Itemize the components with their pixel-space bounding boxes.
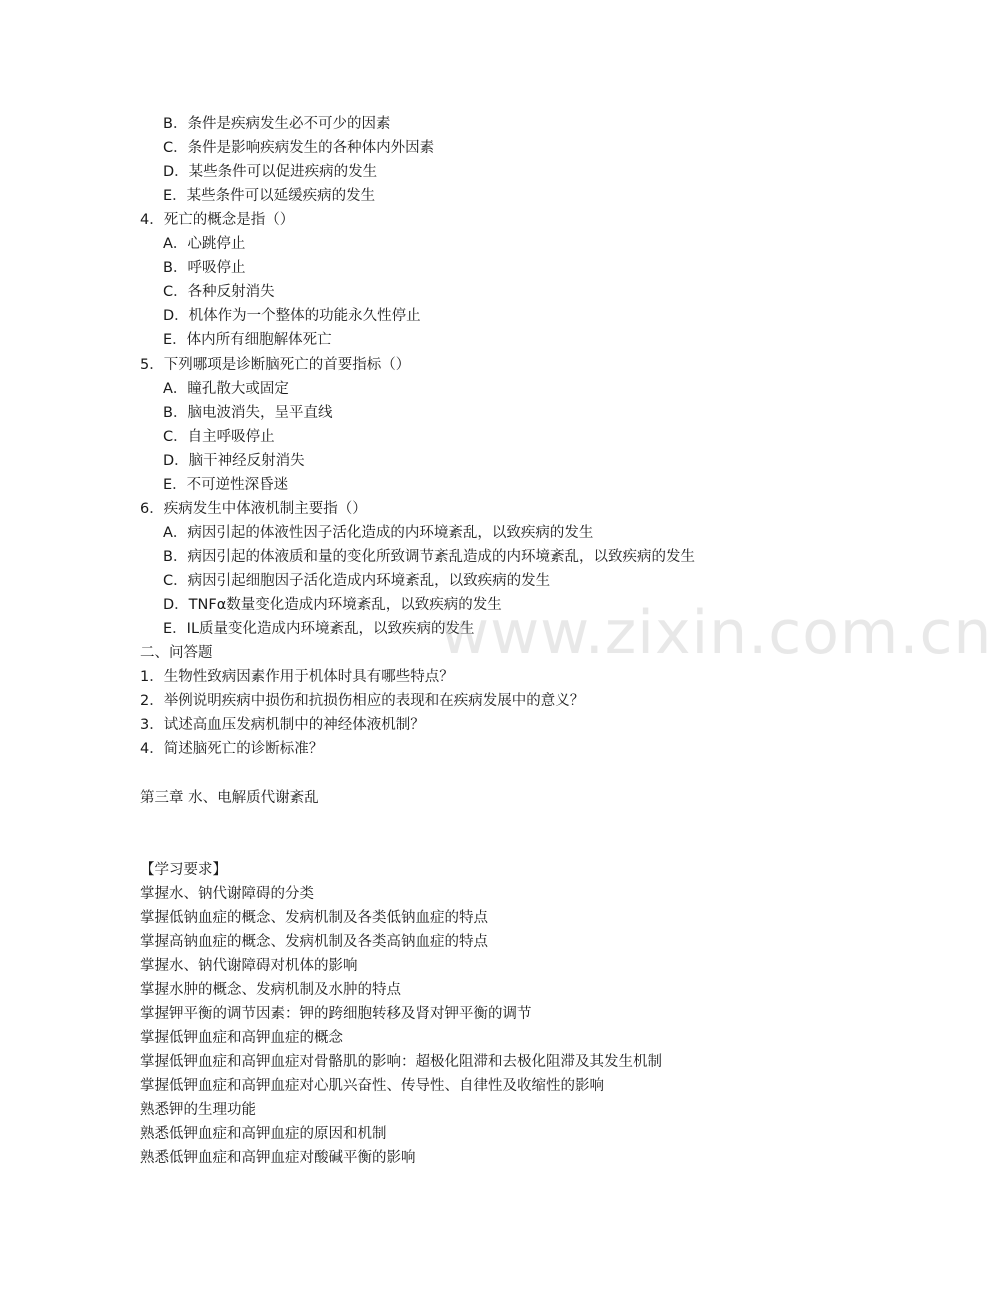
q6-option-b: B．病因引起的体液质和量的变化所致调节紊乱造成的内环境紊乱，以致疾病的发生: [163, 549, 695, 565]
q5-option-d: D．脑干神经反射消失: [163, 453, 305, 469]
q5-option-c: C．自主呼吸停止: [163, 429, 275, 445]
q5-stem: 5．下列哪项是诊断脑死亡的首要指标（）: [140, 357, 411, 373]
q5-option-a: A．瞳孔散大或固定: [163, 381, 289, 397]
q3-option-b: B．条件是疾病发生必不可少的因素: [163, 116, 391, 132]
q5-option-b: B．脑电波消失，呈平直线: [163, 405, 333, 421]
requirement-item: 熟悉低钾血症和高钾血症对酸碱平衡的影响: [140, 1150, 416, 1166]
q6-option-e: E．IL质量变化造成内环境紊乱，以致疾病的发生: [163, 621, 475, 637]
requirement-item: 掌握低钾血症和高钾血症的概念: [140, 1030, 343, 1046]
q4-option-b: B．呼吸停止: [163, 260, 246, 276]
q3-option-d: D．某些条件可以促进疾病的发生: [163, 164, 378, 180]
q3-option-e: E．某些条件可以延缓疾病的发生: [163, 188, 376, 204]
q3-option-c: C．条件是影响疾病发生的各种体内外因素: [163, 140, 435, 156]
q4-stem: 4．死亡的概念是指（）: [140, 212, 295, 228]
requirement-item: 熟悉低钾血症和高钾血症的原因和机制: [140, 1126, 387, 1142]
requirement-item: 掌握水、钠代谢障碍的分类: [140, 886, 314, 902]
requirement-item: 掌握低钠血症的概念、发病机制及各类低钠血症的特点: [140, 910, 488, 926]
requirement-item: 掌握水肿的概念、发病机制及水肿的特点: [140, 982, 401, 998]
requirement-item: 掌握水、钠代谢障碍对机体的影响: [140, 958, 358, 974]
essay-question-4: 4．简述脑死亡的诊断标准？: [140, 741, 324, 757]
requirement-item: 掌握低钾血症和高钾血症对骨骼肌的影响：超极化阻滞和去极化阻滞及其发生机制: [140, 1054, 662, 1070]
chapter-title: 第三章 水、电解质代谢紊乱: [140, 790, 319, 806]
q6-option-c: C．病因引起细胞因子活化造成内环境紊乱，以致疾病的发生: [163, 573, 551, 589]
q4-option-e: E．体内所有细胞解体死亡: [163, 332, 332, 348]
requirement-item: 掌握钾平衡的调节因素：钾的跨细胞转移及肾对钾平衡的调节: [140, 1006, 532, 1022]
section2-title: 二、问答题: [140, 645, 213, 661]
watermark: www.zixin.com.cn: [440, 598, 992, 668]
essay-question-3: 3．试述高血压发病机制中的神经体液机制？: [140, 717, 425, 733]
q4-option-a: A．心跳停止: [163, 236, 246, 252]
essay-question-2: 2．举例说明疾病中损伤和抗损伤相应的表现和在疾病发展中的意义？: [140, 693, 585, 709]
requirements-heading: 【学习要求】: [140, 862, 227, 878]
requirement-item: 掌握高钠血症的概念、发病机制及各类高钠血症的特点: [140, 934, 488, 950]
q6-option-a: A．病因引起的体液性因子活化造成的内环境紊乱，以致疾病的发生: [163, 525, 594, 541]
requirement-item: 熟悉钾的生理功能: [140, 1102, 256, 1118]
requirement-item: 掌握低钾血症和高钾血症对心肌兴奋性、传导性、自律性及收缩性的影响: [140, 1078, 604, 1094]
q6-stem: 6．疾病发生中体液机制主要指（）: [140, 501, 367, 517]
q4-option-c: C．各种反射消失: [163, 284, 275, 300]
q5-option-e: E．不可逆性深昏迷: [163, 477, 289, 493]
essay-question-1: 1．生物性致病因素作用于机体时具有哪些特点？: [140, 669, 454, 685]
q4-option-d: D．机体作为一个整体的功能永久性停止: [163, 308, 421, 324]
q6-option-d: D．TNFα数量变化造成内环境紊乱，以致疾病的发生: [163, 597, 502, 613]
